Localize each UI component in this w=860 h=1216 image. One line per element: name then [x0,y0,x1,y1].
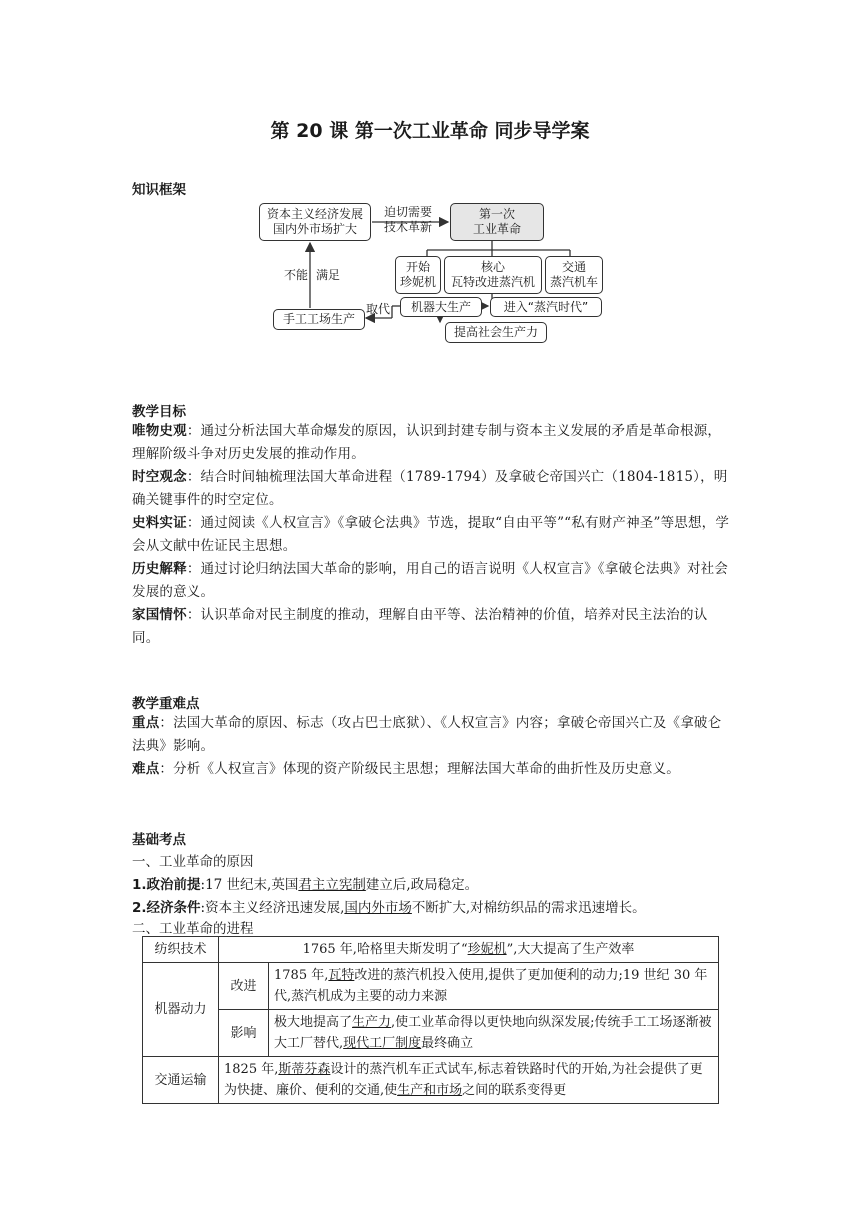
goal-item [132,558,732,604]
goal-text: ：通过分析法国大革命爆发的原因，认识到封建专制与资本主义发展的矛盾是革命根源，理解阶级斗争对历史发展的推动作用。 [132,423,722,462]
page-title: 第 20 课 第一次工业革命 同步导学案 [270,120,590,142]
table-row [143,937,719,963]
goal-item [132,604,732,650]
impact-text-b: ,使工业革命得以更快地向纵深发展;传统手工工场逐渐被大工厂替代, [274,1015,712,1051]
transport-text-c: 之间的联系变得更 [462,1083,567,1098]
keypoint-label: 难点 [132,761,160,777]
goals-list [132,420,732,650]
goal-label: 史料实证 [132,515,187,531]
transport-underlined-2: 生产和市场 [397,1083,463,1098]
goal-label: 唯物史观 [132,423,187,439]
impact-underlined-2: 现代工厂制度 [343,1036,422,1051]
keypoint-text: ：分析《人权宣言》体现的资产阶级民主思想；理解法国大革命的曲折性及历史意义。 [159,761,681,777]
node-core-line1: 核心 [480,260,505,274]
keypoint-item [132,758,732,781]
point2-text-a: :资本主义经济迅速发展, [200,900,345,916]
goals-heading: 教学目标 [132,404,186,420]
row-label-transport: 交通运输 [143,1057,219,1104]
label-satisfy: 满足 [315,268,340,282]
point2-text-b: 不断扩大,对棉纺织品的需求迅速增长。 [411,900,646,916]
node-productivity: 提高社会生产力 [445,322,547,343]
point1-text-b: 建立后,政局稳定。 [365,877,479,893]
impact-text-a: 极大地提高了 [274,1015,353,1030]
node-cause [259,203,371,241]
point2-label: 2.经济条件 [132,900,201,916]
goal-label: 时空观念 [132,469,187,485]
point1-label: 1.政治前提 [132,877,201,893]
label-need-line1: 迫切需要 [383,205,432,219]
table-row [143,1057,719,1104]
cell-textile [219,937,719,963]
label-need-line2: 技术革新 [383,220,432,234]
node-first-industrial-revolution [450,203,544,241]
cell-impact [269,1010,719,1057]
node-steam-age: 进入“蒸汽时代” [490,297,602,317]
node-rev-line2: 工业革命 [472,222,521,236]
node-cause-line2: 国内外市场扩大 [272,222,357,236]
goal-item [132,466,732,512]
industrial-revolution-process-table [142,936,719,1104]
node-transport-line1: 交通 [561,260,586,274]
impact-underlined-1: 生产力 [352,1015,392,1030]
node-cause-line1: 资本主义经济发展 [266,207,363,221]
goal-text: ：通过阅读《人权宣言》《拿破仑法典》节选，提取“自由平等”“私有财产神圣”等思想，学会从文献中佐证民主思想。 [132,515,730,554]
point1-underlined: 君主立宪制 [298,877,366,893]
label-cannot: 不能 [283,268,308,282]
knowledge-framework-diagram [255,200,615,348]
keypoint-label: 重点 [132,715,160,731]
transport-underlined-1: 斯蒂芬森 [278,1062,331,1077]
textile-text-b: ”,大大提高了生产效率 [506,942,635,957]
improve-underlined: 瓦特 [328,968,355,983]
improve-text-b: 改进的蒸汽机投入使用,提供了更加便利的动力;19 世纪 30 年代,蒸汽机成为主要的动力来源 [274,968,708,1004]
goal-label: 家国情怀 [132,607,187,623]
node-transport-line2: 蒸汽机车 [549,275,598,289]
node-transport [545,256,603,294]
node-machine-production: 机器大生产 [400,297,482,317]
transport-text-a: 1825 年, [224,1062,279,1077]
keypoint-text: ：法国大革命的原因、标志（攻占巴士底狱）、《人权宣言》内容；拿破仑帝国兴亡及《拿破仑法典》影响。 [132,715,722,754]
node-start-line1: 开始 [405,260,430,274]
goal-label: 历史解释 [132,561,187,577]
textile-underlined: 珍妮机 [467,942,507,957]
basics-heading: 基础考点 [132,832,186,848]
label-urgent-need [377,205,439,235]
goal-text: ：通过讨论归纳法国大革命的影响，用自己的语言说明《人权宣言》《拿破仑法典》对社会发展的意义。 [132,561,729,600]
node-rev-line1: 第一次 [478,207,515,221]
keypoints-list [132,712,732,781]
sublabel-improve: 改进 [219,963,269,1010]
goal-text: ：认识革命对民主制度的推动，理解自由平等、法治精神的价值，培养对民主法治的认同。 [132,607,708,646]
point1-text-a: :17 世纪末,英国 [200,877,299,893]
keypoint-item [132,712,732,758]
node-core-line2: 瓦特改进蒸汽机 [450,275,535,289]
transport-text-b: 设计的蒸汽机车正式试车,标志着铁路时代的开始,为社会提供了更为快捷、廉价、便利的交通,使 [224,1062,703,1098]
textile-text-a: 1765 年,哈格里夫斯发明了“ [302,942,468,957]
framework-heading: 知识框架 [132,182,186,198]
node-core [444,256,542,294]
sublabel-impact: 影响 [219,1010,269,1057]
node-start-line2: 珍妮机 [399,275,436,289]
improve-text-a: 1785 年, [274,968,329,983]
label-replace: 取代 [365,302,390,316]
basics-point-2 [132,896,646,916]
goal-item [132,512,732,558]
goal-text: ：结合时间轴梳理法国大革命进程（1789-1794）及拿破仑帝国兴亡（1804-1815），明确关键事件的时空定位。 [132,469,728,508]
table-row [143,963,719,1010]
goal-item [132,420,732,466]
basics-sub2: 二、工业革命的进程 [132,921,254,937]
row-label-power: 机器动力 [143,963,219,1057]
point2-underlined: 国内外市场 [344,900,412,916]
node-start [395,256,441,294]
impact-text-c: 最终确立 [421,1036,474,1051]
cell-transport [219,1057,719,1104]
basics-point-1 [132,873,478,893]
keypoints-heading: 教学重难点 [132,696,200,712]
node-workshop: 手工工场生产 [273,309,365,330]
table-row [143,1010,719,1057]
row-label-textile: 纺织技术 [143,937,219,963]
basics-sub1: 一、工业革命的原因 [132,854,254,870]
cell-improve [269,963,719,1010]
